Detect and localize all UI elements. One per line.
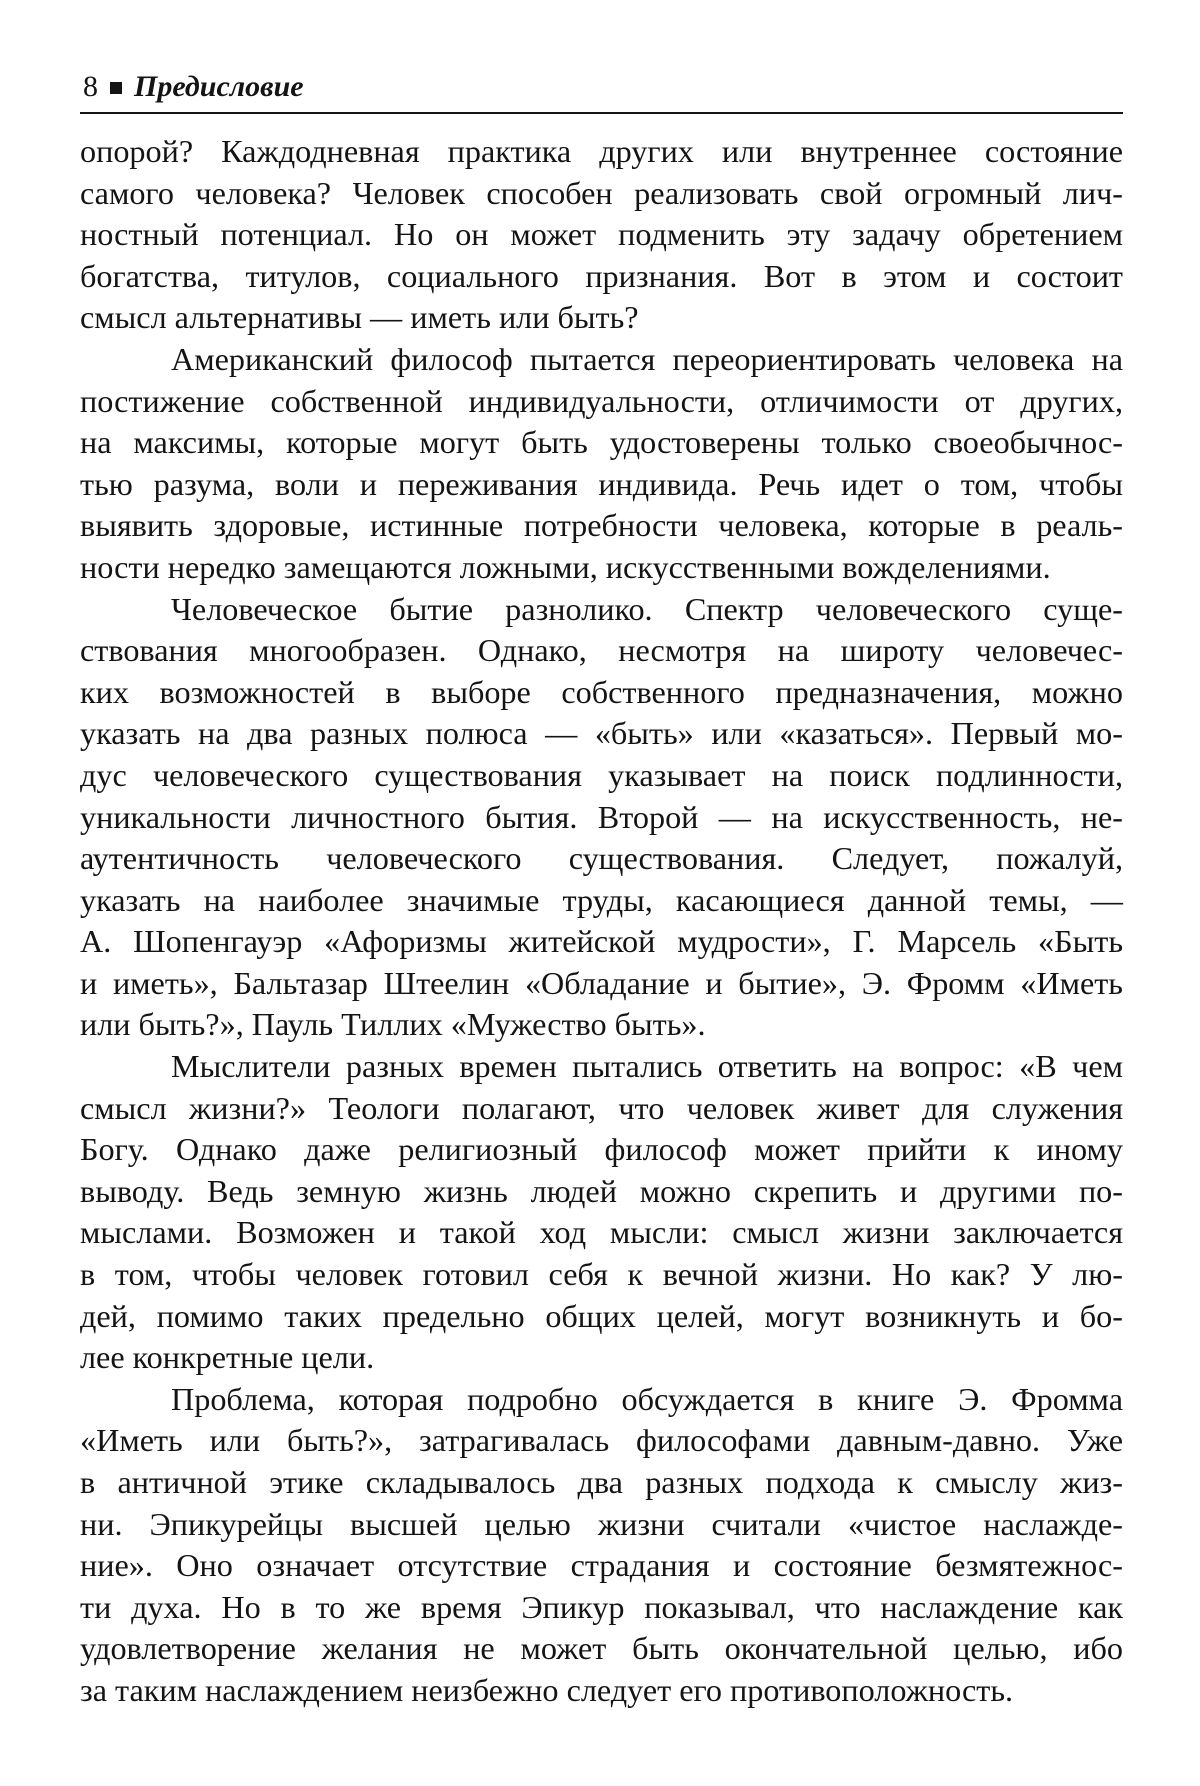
text-line: дус человеческого существования указывает на поиск подлинности,: [80, 756, 1123, 793]
text-line: Американский философ пытается переориентировать человека на: [171, 340, 1123, 377]
section-title: Предисловие: [134, 70, 304, 103]
text-line: в том, чтобы человек готовил себя к вечной жизни. Но как? У лю-: [80, 1256, 1123, 1293]
text-line: смысл альтернативы — иметь или быть?: [80, 299, 639, 336]
text-line: мыслами. Возможен и такой ход мысли: смысл жизни заключается: [80, 1214, 1123, 1251]
text-line: смысл жизни?» Теологи полагают, что человек живет для служения: [80, 1089, 1123, 1126]
text-line: Богу. Однако даже религиозный философ может прийти к иному: [80, 1131, 1123, 1168]
text-line: дей, помимо таких предельно общих целей, могут возникнуть и бо-: [80, 1297, 1123, 1334]
paragraph: [80, 1379, 1123, 1712]
text-line: ни. Эпикурейцы высшей целью жизни считали «чистое наслажде-: [80, 1505, 1123, 1542]
text-line: Проблема, которая подробно обсуждается в книге Э. Фромма: [171, 1380, 1123, 1417]
paragraph: [80, 339, 1123, 589]
running-head: [83, 64, 1123, 110]
text-line: ние». Оно означает отсутствие страдания и состояние безмятежнос-: [80, 1547, 1123, 1584]
text-line: в античной этике складывалось два разных подхода к смыслу жиз-: [80, 1464, 1123, 1500]
body-text: [80, 131, 1123, 1712]
text-line: «Иметь или быть?», затрагивалась философами давным-давно. Уже: [80, 1422, 1123, 1459]
text-line: за таким наслаждением неизбежно следует его противоположность.: [80, 1671, 1014, 1708]
text-line: аутентичность человеческого существования. Следует, пожалуй,: [80, 840, 1123, 877]
bullet-icon: [110, 82, 122, 94]
text-line: Мыслители разных времен пытались ответить на вопрос: «В чем: [171, 1048, 1123, 1085]
paragraph: [80, 589, 1123, 1047]
text-line: ностный потенциал. Но он может подменить эту задачу обретением: [80, 216, 1123, 253]
page-number: 8: [83, 70, 98, 103]
text-line: и иметь», Бальтазар Штеелин «Обладание и бытие», Э. Фромм «Иметь: [80, 964, 1123, 1001]
text-line: или быть?», Пауль Тиллих «Мужество быть».: [80, 1006, 706, 1043]
text-line: указать на два разных полюса — «быть» или «казаться». Первый мо-: [80, 715, 1123, 752]
text-line: выявить здоровые, истинные потребности человека, которые в реаль-: [80, 507, 1123, 544]
text-line: лее конкретные цели.: [80, 1339, 375, 1376]
paragraph: [80, 1046, 1123, 1379]
text-line: ности нередко замещаются ложными, искусственными вожделениями.: [80, 548, 1051, 585]
text-line: ствования многообразен. Однако, несмотря на широту человечес-: [80, 632, 1123, 669]
text-line: выводу. Ведь земную жизнь людей можно скрепить и другими по-: [80, 1172, 1123, 1209]
text-line: тью разума, воли и переживания индивида. Речь идет о том, чтобы: [80, 465, 1123, 502]
text-line: Человеческое бытие разнолико. Спектр человеческого суще-: [171, 590, 1123, 627]
text-line: А. Шопенгауэр «Афоризмы житейской мудрости», Г. Марсель «Быть: [80, 923, 1123, 960]
text-line: ти духа. Но в то же время Эпикур показывал, что наслаждение как: [80, 1588, 1123, 1625]
text-line: уникальности личностного бытия. Второй — на искусственность, не-: [80, 798, 1123, 835]
text-line: постижение собственной индивидуальности, отличимости от других,: [80, 382, 1123, 419]
text-line: удовлетворение желания не может быть окончательной целью, ибо: [80, 1630, 1123, 1667]
text-line: указать на наиболее значимые труды, касающиеся данной темы, —: [80, 881, 1123, 918]
text-line: ких возможностей в выборе собственного предназначения, можно: [80, 673, 1123, 710]
text-line: на максимы, которые могут быть удостоверены только своеобычнос-: [80, 424, 1123, 461]
text-line: богатства, титулов, социального признания. Вот в этом и состоит: [80, 257, 1123, 294]
header-rule: [80, 112, 1123, 114]
text-line: самого человека? Человек способен реализовать свой огромный лич-: [80, 174, 1123, 211]
paragraph: [80, 131, 1123, 339]
text-line: опорой? Каждодневная практика других или внутреннее состояние: [80, 133, 1123, 169]
